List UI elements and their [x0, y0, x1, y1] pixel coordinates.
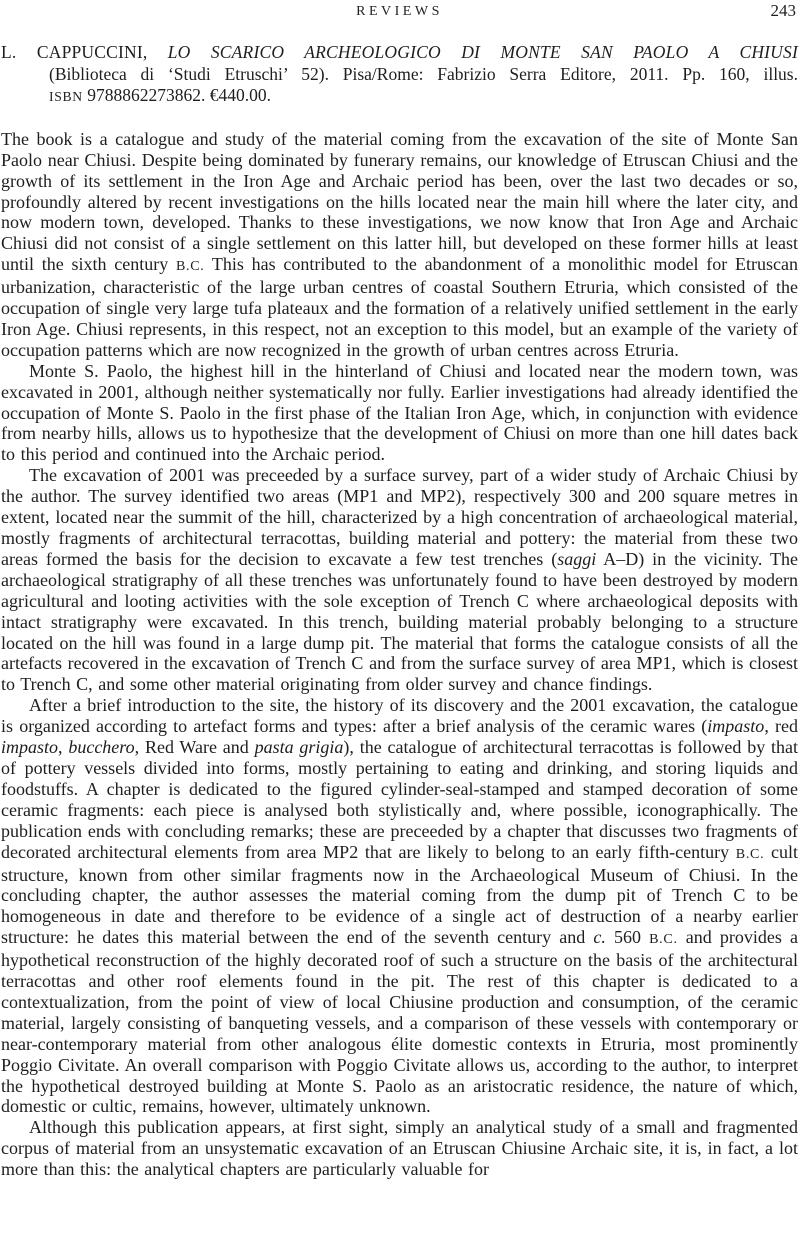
- page-header: [1, 0, 798, 25]
- review-paragraph-5: Although this publication appears, at first sight, simply an analytical study of a small and fragmented corpus of material from an unsystematic excavation of an Etruscan Chiusine Archaic site, it is, in fact, a lot more than this: the analytical chapters are particularly valuable for: [1, 1117, 798, 1180]
- citation-line-author-title: [1, 42, 798, 64]
- review-paragraph-2: Monte S. Paolo, the highest hill in the hinterland of Chiusi and located near the modern town, was excavated in 2001, although neither systematically nor fully. Earlier investigations had already identified the occupation of Monte S. Paolo in the first phase of the Italian Iron Age, which, in conjunction with evidence from nearby hills, allows us to hypothesize that the development of Chiusi on more than one hill dates back to this period and continued into the Archaic period.: [1, 360, 798, 465]
- page-number: 243: [770, 1, 796, 20]
- isbn-value: 9788862273862. €440.00.: [87, 85, 271, 106]
- review-paragraph-3: The excavation of 2001 was preceeded by a surface survey, part of a wider study of Archaic Chiusi by the author. The survey identified two areas (MP1 and MP2), respectively 300 and 200 square metres in extent, located near the summit of the hill, characterized by a high concentration of archaeological material, mostly fragments of architectural terracottas, building material and pottery: the material from these two areas formed the basis for the decision to excavate a few test trenches (saggi A–D) in the vicinity. The archaeological stratigraphy of all these trenches was unfortunately found to have been destroyed by modern agricultural and looting activities with the sole exception of Trench C where archaeological deposits with intact stratigraphy were excavated. In this trench, building material probably belonging to a structure located on the hill was found in a large dump pit. The material that forms the catalogue consists of all the artefacts recovered in the excavation of Trench C and from the surface survey of area MP1, which is closest to Trench C, and some other material originating from older survey and chance findings.: [1, 465, 798, 695]
- review-paragraph-1: The book is a catalogue and study of the material coming from the excavation of the site of Monte San Paolo near Chiusi. Despite being dominated by funerary remains, our knowledge of Etruscan Chiusi and the growth of its settlement in the Iron Age and Archaic period has been, over the last two decades or so, profoundly altered by recent investigations on the hills located near the main hill where the later city, and now modern town, developed. Thanks to these investigations, we now know that Iron Age and Archaic Chiusi did not consist of a single settlement on this latter hill, but developed on these former hills at least until the sixth century B.C. This has contributed to the abandonment of a monolithic model for Etruscan urbanization, characteristic of the large urban centres of coastal Southern Etruria, which consisted of the occupation of single very large tufa plateaux and the formation of a relatively unified settlement in the early Iron Age. Chiusi represents, in this respect, not an exception to this model, but an example of the variety of occupation patterns which are now recognized in the growth of urban centres across Etruria.: [1, 128, 799, 360]
- citation-isbn-price: [1, 85, 798, 108]
- review-text: [1, 129, 798, 1180]
- review-paragraph-4: After a brief introduction to the site, the history of its discovery and the 2001 excavation, the catalogue is organized according to artefact forms and types: after a brief analysis of the ceramic wares (impasto, red impasto, bucchero, Red Ware and pasta grigia), the catalogue of architectural terracottas is followed by that of pottery vessels divided into forms, mostly pertaining to eating and drinking, and storing liquids and foodstuffs. A chapter is dedicated to the figured cylinder-seal-stamped and stamped decoration of some ceramic fragments: each piece is analysed both stylistically and, where possible, iconographically. The publication ends with concluding remarks; these are preceeded by a chapter that discusses two fragments of decorated architectural elements from area MP2 that are likely to belong to an early fifth-century B.C. cult structure, known from other similar fragments now in the Archaeological Museum of Chiusi. In the concluding chapter, the author assesses the material coming from the dump pit of Trench C to be homogeneous in date and therefore to be evidence of a single act of destruction of a nearby earlier structure: he dates this material between the end of the seventh century and c. 560 B.C. and provides a hypothetical reconstruction of the highly decorated roof of such a structure on the basis of the architectural terracottas and other roof elements found in the pit. The rest of this chapter is dedicated to a contextualization, from the point of view of local Chiusine production and consumption, of the ceramic material, largely consisting of banqueting vessels, and a comparison of these vessels with contemporary or near-contemporary material from other analogous élite domestic contexts in Etruria, most prominently Poggio Civitate. An overall comparison with Poggio Civitate allows us, according to the author, to interpret the hypothetical destroyed building at Monte S. Paolo as an aristocratic residence, the nature of which, domestic or cultic, remains, however, ultimately unknown.: [1, 695, 798, 1117]
- citation-publication: (Biblioteca di ‘Studi Etruschi’ 52). Pisa/Rome: Fabrizio Serra Editore, 2011. Pp. 160, illus.: [49, 63, 798, 84]
- citation-author: L. CAPPUCCINI,: [1, 42, 148, 62]
- book-citation: [1, 42, 798, 108]
- isbn-label: ISBN: [49, 89, 83, 105]
- citation-title: LO SCARICO ARCHEOLOGICO DI MONTE SAN PAOLO A CHIUSI: [167, 42, 799, 62]
- running-head: REVIEWS: [356, 4, 443, 19]
